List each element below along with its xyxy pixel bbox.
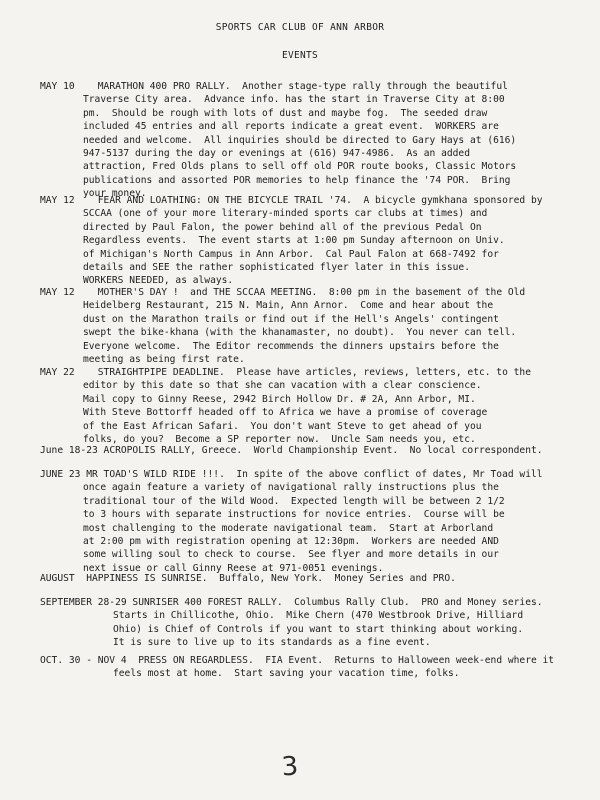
event-line: of Michigan's North Campus in Ann Arbor. Cal Paul Falon at 668-7492 for [83, 248, 499, 260]
event-sunrise [40, 572, 575, 585]
event-date: SEPTEMBER 28-29 [40, 597, 127, 608]
event-text: Buffalo, New York. Money Series and PRO. [207, 573, 456, 584]
event-title: HAPPINESS IS SUNRISE. [86, 573, 208, 584]
event-line: Regardless events. The event starts at 1:00 pm Sunday afternoon on Univ. [83, 235, 505, 247]
event-title: PRESS ON REGARDLESS. [138, 655, 254, 666]
event-line: 947-5137 during the day or evenings at (616) 947-4986. As an added [83, 148, 470, 160]
event-line: It is sure to live up to its standards as a fine event. [113, 637, 431, 649]
event-text: Please have articles, reviews, letters, etc. to the [224, 367, 531, 378]
event-line: meeting as being first rate. [83, 354, 245, 366]
event-sunriser-400 [40, 596, 575, 650]
event-acropolis [40, 444, 575, 457]
event-line: next issue or call Ginny Reese at 971-0051 evenings. [83, 562, 384, 574]
event-line: attraction, Fred Olds plans to sell off old POR route books, Classic Motors [83, 161, 517, 173]
event-line: once again feature a variety of navigational rally instructions plus the [83, 482, 499, 494]
event-mothers-day-meeting [40, 286, 575, 366]
event-line: WORKERS NEEDED, as always. [83, 275, 234, 287]
event-line: dust on the Marathon trails or find out if the Hell's Angels' contingent [83, 313, 499, 325]
event-title: FEAR AND LOATHING: ON THE BICYCLE TRAIL '74. [97, 195, 352, 206]
event-body [83, 481, 575, 575]
event-line: Everyone welcome. The Editor recommends the dinners upstairs before the [83, 340, 499, 352]
event-title: ACROPOLIS RALLY, Greece. [103, 445, 243, 456]
event-straightpipe-deadline [40, 366, 575, 446]
event-line: at 2:00 pm with registration opening at 12:30pm. Workers are needed AND [83, 536, 499, 548]
event-date: OCT. 30 - NOV 4 [40, 655, 127, 666]
event-marathon [40, 80, 575, 201]
event-title: STRAIGHTPIPE DEADLINE. [97, 367, 225, 378]
event-body [113, 667, 575, 680]
event-title: MR TOAD'S WILD RIDE !!!. [86, 469, 225, 480]
event-date: AUGUST [40, 573, 75, 584]
event-text: Another stage-type rally through the beautiful [230, 81, 508, 92]
event-text: 8:00 pm in the basement of the Old [317, 287, 526, 298]
event-line: Ohio) is Chief of Controls if you want to start thinking about working. [113, 623, 524, 635]
event-body [83, 299, 575, 366]
event-title: MOTHER'S DAY ! and THE SCCAA MEETING. [97, 287, 318, 298]
event-date: JUNE 23 [40, 469, 81, 480]
section-heading: EVENTS [281, 50, 319, 61]
event-mr-toad [40, 468, 575, 575]
event-text: A bicycle gymkhana sponsored by [351, 195, 543, 206]
event-line: folks, do you? Become a SP reporter now. Uncle Sam needs you, etc. [83, 434, 476, 446]
event-title: SUNRISER 400 FOREST RALLY. [132, 597, 283, 608]
event-body [83, 93, 575, 200]
event-bicycle-trail [40, 194, 575, 288]
event-body [83, 379, 575, 446]
event-line: included 45 entries and all reports indicate a great event. WORKERS are [83, 121, 499, 133]
event-line: directed by Paul Falon, the power behind all of the previous Pedal On [83, 221, 482, 233]
event-date: MAY 12 [40, 195, 75, 206]
event-line: SCCAA (one of your more literary-minded sports car clubs at times) and [83, 208, 488, 220]
event-line: swept the bike-khana (with the khanamaster, no doubt). You never can tell. [83, 327, 517, 339]
event-line: some willing soul to check to course. See flyer and more details in our [83, 549, 499, 561]
event-line: needed and welcome. All inquiries should be directed to Gary Hays at (616) [83, 134, 517, 146]
event-line: Traverse City area. Advance info. has the start in Traverse City at 8:00 [83, 94, 505, 106]
event-title: MARATHON 400 PRO RALLY. [97, 81, 231, 92]
event-line: Starts in Chillicothe, Ohio. Mike Chern (470 Westbrook Drive, Hilliard [113, 610, 524, 622]
event-line: feels most at home. Start saving your vacation time, folks. [113, 668, 460, 680]
event-line: editor by this date so that she can vacation with a clear conscience. [83, 380, 482, 392]
event-line: of the East African Safari. You don't want Steve to get ahead of you [83, 420, 482, 432]
event-line: to 3 hours with separate instructions for novice entries. Course will be [83, 509, 505, 521]
event-line: publications and assorted POR memories to help finance the '74 POR. Bring [83, 174, 511, 186]
event-line: pm. Should be rough with lots of dust and maybe fog. The seeded draw [83, 107, 488, 119]
event-body [113, 609, 575, 649]
event-line: your money. [83, 188, 147, 200]
event-line: Mail copy to Ginny Reese, 2942 Birch Hollow Dr. # 2A, Ann Arbor, MI. [83, 393, 476, 405]
event-text: Columbus Rally Club. PRO and Money series. [282, 597, 543, 608]
event-text: World Championship Event. No local correspondent. [242, 445, 543, 456]
event-date: MAY 22 [40, 367, 75, 378]
page-number: 3 [280, 751, 300, 783]
event-line: Heidelberg Restaurant, 215 N. Main, Ann Arnor. Come and hear about the [83, 300, 494, 312]
event-line: most challenging to the moderate navigational team. Start at Arborland [83, 522, 494, 534]
event-date: MAY 10 [40, 81, 75, 92]
event-press-on-regardless [40, 654, 575, 681]
event-date: June 18-23 [40, 445, 98, 456]
event-date: MAY 12 [40, 287, 75, 298]
event-text: FIA Event. Returns to Halloween week-end where it [253, 655, 555, 666]
event-line: With Steve Bottorff headed off to Africa we have a promise of coverage [83, 407, 488, 419]
event-line: traditional tour of the Wild Wood. Expected length will be between 2 1/2 [83, 495, 505, 507]
event-body [83, 207, 575, 287]
club-heading: SPORTS CAR CLUB OF ANN ARBOR [215, 22, 385, 33]
event-text: In spite of the above conflict of dates, Mr Toad will [224, 469, 543, 480]
event-line: details and SEE the rather sophisticated flyer later in this issue. [83, 262, 470, 274]
